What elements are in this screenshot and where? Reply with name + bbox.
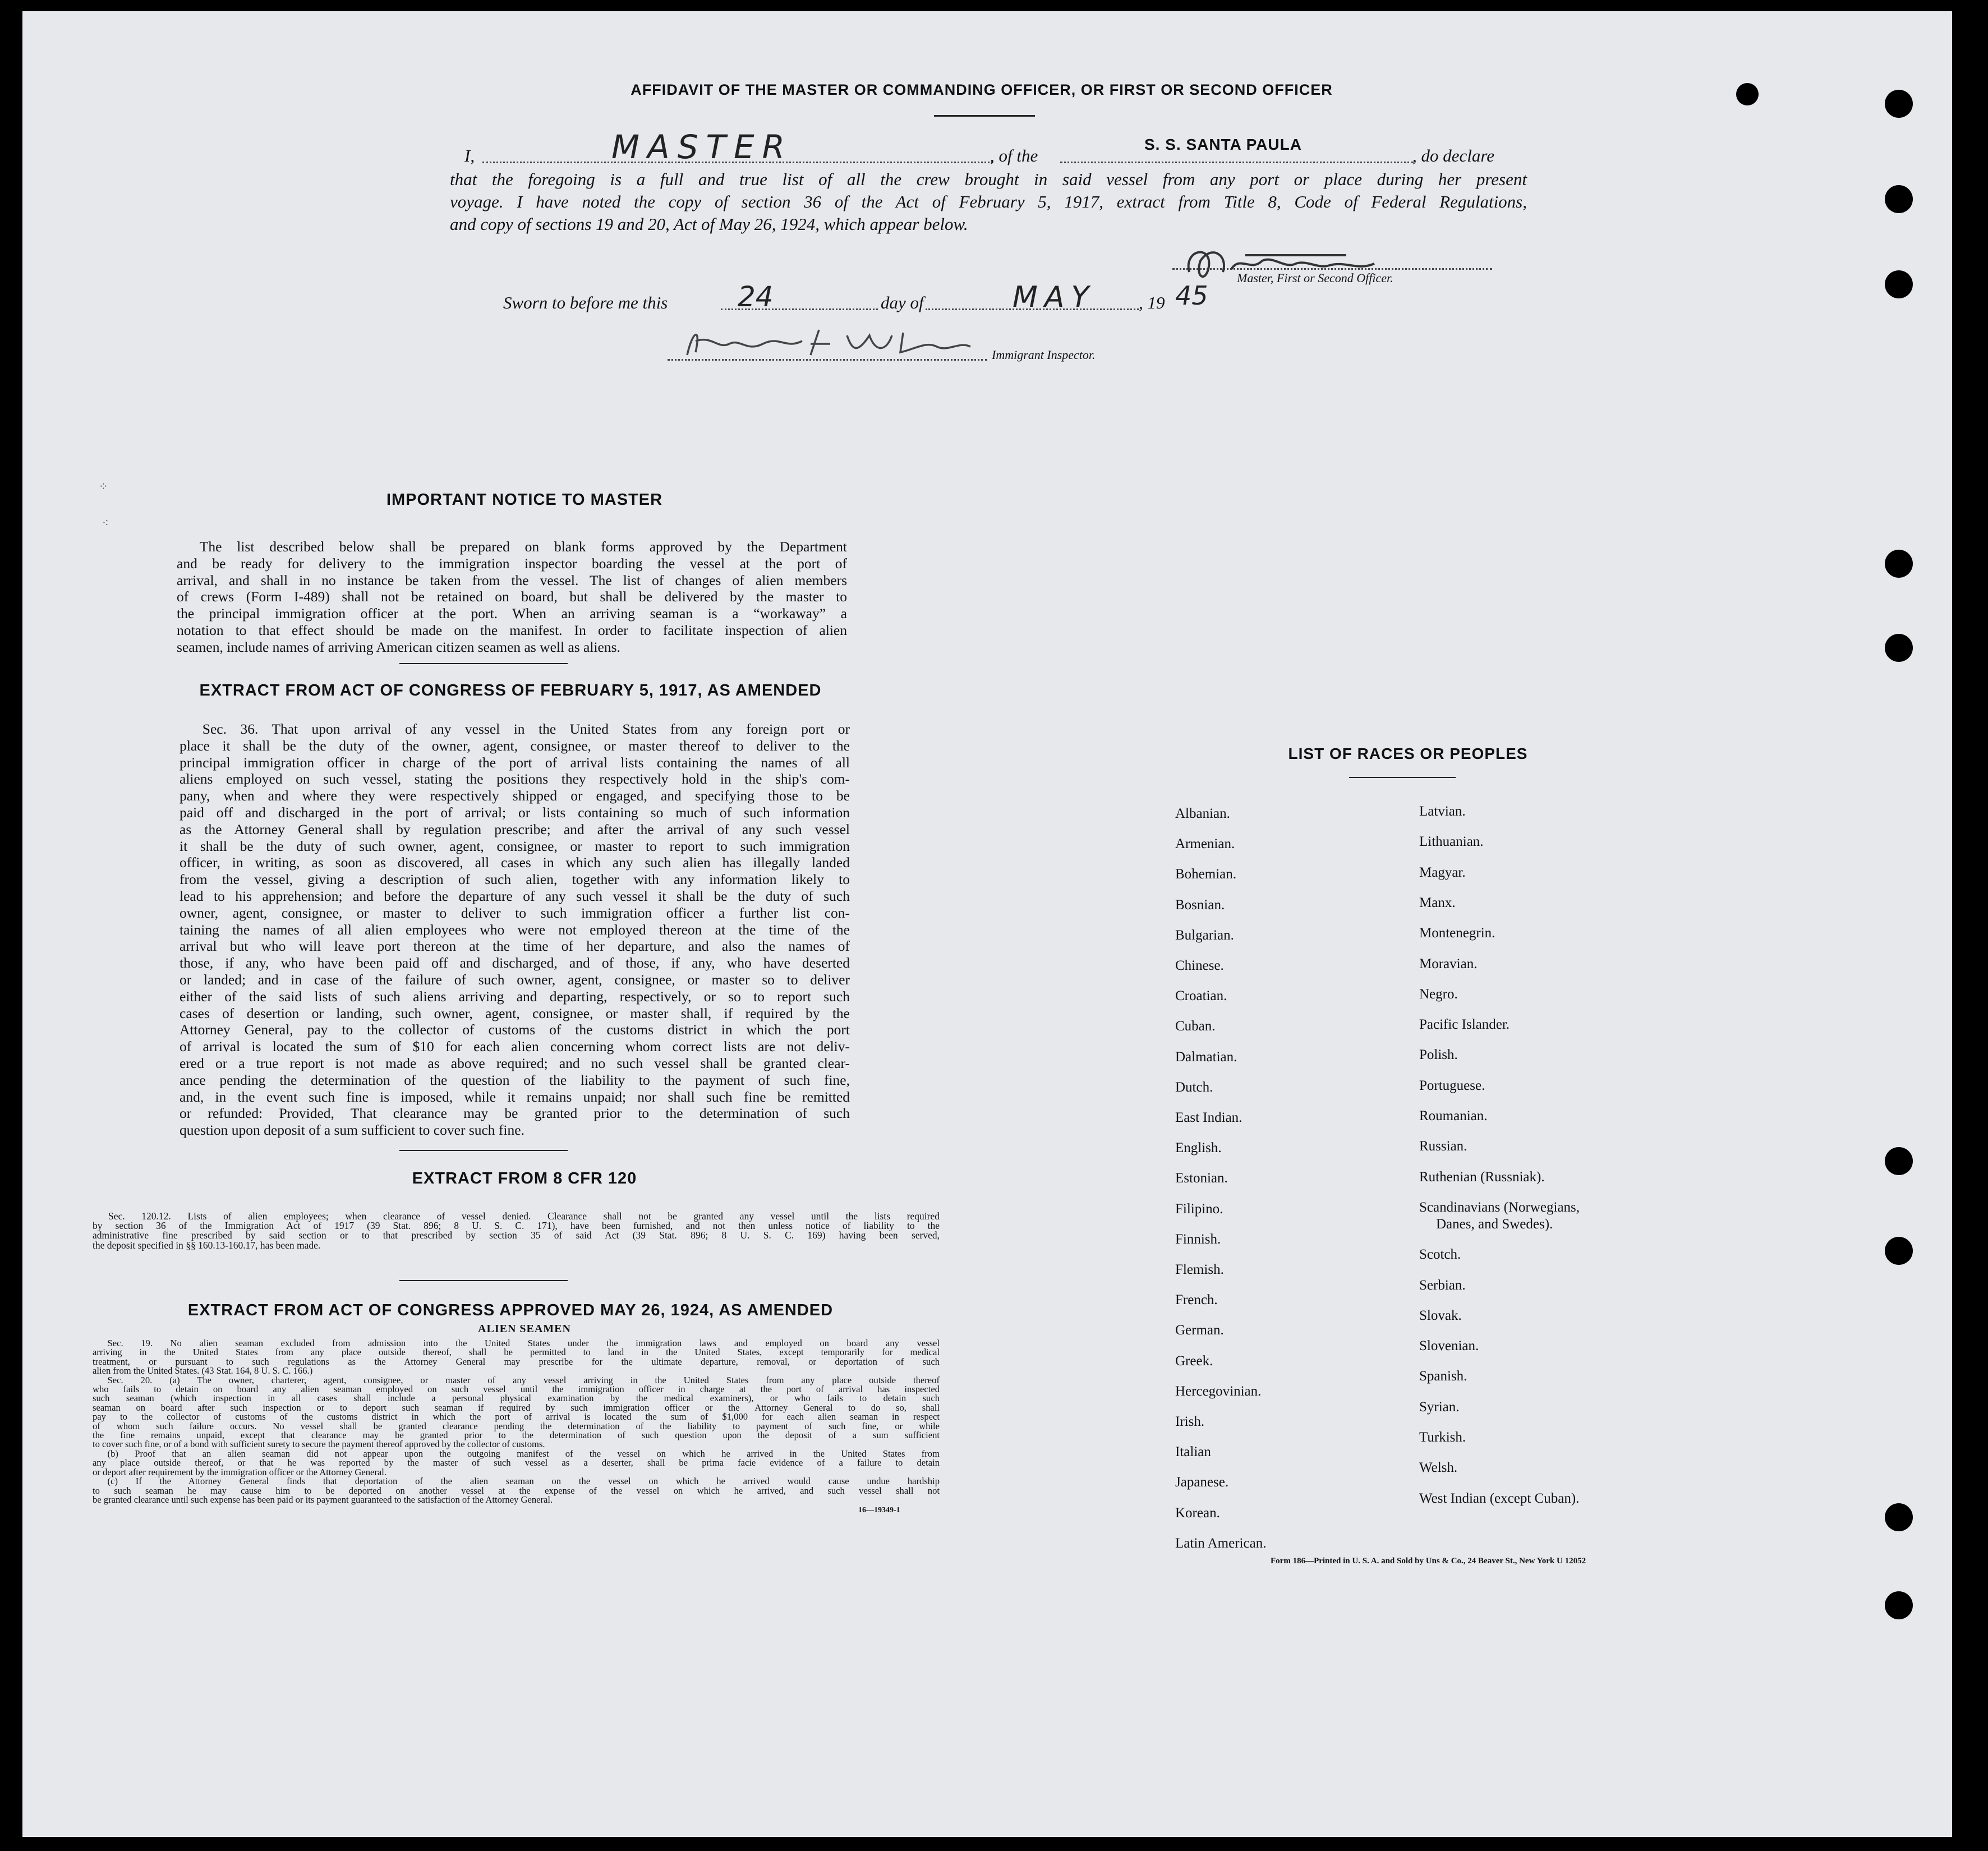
race-entry: Dalmatian.	[1175, 1049, 1237, 1065]
race-entry: Danes, and Swedes).	[1436, 1216, 1553, 1232]
cfr-text	[93, 1212, 940, 1250]
extract-1917-text	[180, 721, 850, 1139]
signature-role-label: Master, First or Second Officer.	[1237, 271, 1393, 285]
section-divider	[399, 1280, 568, 1281]
race-entry: Slovenian.	[1419, 1338, 1479, 1354]
text-line: Sec. 19. No alien seaman excluded from admission into the United States under the immigration laws and employed on board any vessel	[107, 1338, 940, 1348]
race-entry: Polish.	[1419, 1047, 1458, 1063]
race-entry: Cuban.	[1175, 1019, 1216, 1034]
race-entry: Finnish.	[1175, 1231, 1221, 1247]
of-the-text: , of the	[990, 146, 1038, 165]
punch-hole	[1885, 1503, 1913, 1531]
declaration-line-2: that the foregoing is a full and true list of all the crew brought in said vessel from any port or place during her present	[450, 169, 1527, 189]
race-entry: Roumanian.	[1419, 1108, 1488, 1124]
text-line: treatment, or pursuant to such regulations as the Attorney General may prescribe for the ultimate departure, removal, or deportation of such	[93, 1356, 940, 1367]
race-entry: Scotch.	[1419, 1247, 1461, 1263]
race-entry: Spanish.	[1419, 1369, 1467, 1384]
race-entry: Magyar.	[1419, 864, 1466, 880]
race-entry: Bulgarian.	[1175, 927, 1234, 943]
day-handwritten: 24	[738, 280, 774, 313]
text-line: to cover such fine, or of a bond with sufficient surety to secure the payment thereof approved by the collector of customs.	[93, 1439, 545, 1450]
scan-speck: ⁖	[102, 517, 109, 529]
sworn-prefix: Sworn to before me this	[503, 293, 668, 312]
race-entry: Italian	[1175, 1444, 1211, 1460]
text-line: administrative fine prescribed by said section or to that prescribed by section 35 of said Act (39 Stat. 896; 8 U. S. C. 169) having been served,	[93, 1230, 940, 1241]
race-entry: Negro.	[1419, 986, 1458, 1002]
punch-hole	[1885, 634, 1913, 662]
text-line: arrival but who will leave port thereon at the time of her departure, and also the names of	[180, 938, 850, 955]
text-line: owner, agent, consignee, or master to deliver to such immigration officer a further list con-	[180, 904, 850, 921]
races-divider	[1349, 777, 1456, 778]
race-entry: Russian.	[1419, 1139, 1467, 1154]
text-line: by section 36 of the Immigration Act of 1917 (39 Stat. 896; 8 U. S. C. 171), have been furnished, and not then unless notice of liability to the	[93, 1220, 940, 1232]
text-line: lead to his apprehension; and before the departure of any such vessel it shall be the duty of such	[180, 887, 850, 904]
extract-1917-heading: EXTRACT FROM ACT OF CONGRESS OF FEBRUARY 5, 1917, AS AMENDED	[199, 682, 822, 699]
race-entry: Chinese.	[1175, 958, 1224, 973]
text-line: alien from the United States. (43 Stat. 164, 8 U. S. C. 166.)	[93, 1365, 313, 1376]
text-line: principal immigration officer in charge of the port of arrival lists containing the names of all	[180, 754, 850, 771]
text-line: and be ready for delivery to the immigration inspector boarding the vessel at the port of	[177, 555, 847, 572]
month-handwritten: MAY	[1013, 280, 1096, 314]
document-page	[22, 11, 1952, 1837]
race-entry: Greek.	[1175, 1353, 1213, 1369]
text-line: paid off and discharged in the port of arrival; or lists containing so much of such information	[180, 804, 850, 821]
text-line: arriving in the United States from any place outside thereof, shall be permitted to land in the United States, except temporarily for medical	[93, 1347, 940, 1358]
race-entry: Bosnian.	[1175, 897, 1225, 913]
text-line: of crews (Form I-489) shall not be retained on board, but shall be delivered by the master to	[177, 588, 847, 605]
race-entry: Montenegrin.	[1419, 926, 1495, 941]
race-entry: Portuguese.	[1419, 1078, 1485, 1093]
vessel-name: S. S. SANTA PAULA	[1144, 136, 1302, 153]
punch-hole	[1885, 270, 1913, 298]
text-line: seaman on board after such inspection or to deport such seaman if required by such immigration officer or the Attorney General to do so, shall	[93, 1402, 940, 1413]
text-line: or landed; and in case of the failure of such owner, agent, consignee, or master so to deliver	[180, 971, 850, 988]
text-line: those, if any, who have been paid off and discharged, and of those, if any, who have deserted	[180, 955, 850, 971]
text-line: (c) If the Attorney General finds that deportation of the alien seaman on the vessel on which he arrived would cause undue hardship	[107, 1476, 940, 1487]
section-divider	[399, 663, 568, 664]
year-prefix: , 19	[1139, 293, 1165, 312]
notice-heading: IMPORTANT NOTICE TO MASTER	[386, 491, 663, 509]
race-entry: Ruthenian (Russniak).	[1419, 1169, 1545, 1185]
text-line: the deposit specified in §§ 160.13-160.17, has been made.	[93, 1239, 321, 1251]
text-line: ered or a true report is not made as above required; and no such vessel shall be granted clear-	[180, 1055, 850, 1071]
race-entry: Japanese.	[1175, 1475, 1229, 1490]
alien-seamen-subheading: ALIEN SEAMEN	[478, 1323, 571, 1335]
text-line: or deport after requirement by the immigration officer or the Attorney General.	[93, 1466, 387, 1477]
printer-footer: Form 186—Printed in U. S. A. and Sold by Uns & Co., 24 Beaver St., New York U 12052	[1271, 1557, 1586, 1565]
text-line: cases of desertion or landing, such owner, agent, consignee, or master shall, if required by the	[180, 1005, 850, 1021]
punch-hole	[1885, 1591, 1913, 1619]
race-entry: Armenian.	[1175, 836, 1235, 852]
text-line: such seaman (which inspection in all cases shall include a personal physical examination by the medical examiners), or who fails to detain such	[93, 1393, 940, 1404]
text-line: to such seaman he may cause him to be deported on another vessel at the expense of the vessel on which he arrived, and such vessel shall not	[93, 1485, 940, 1496]
text-line: any place outside thereof, or that he was reported by the master of such vessel as a deserter, shall be prima facie evidence of a failure to detain	[93, 1457, 940, 1468]
text-line: Sec. 36. That upon arrival of any vessel in the United States from any foreign port or	[202, 721, 850, 737]
scan-speck: ⁘	[99, 481, 108, 493]
race-entry: Welsh.	[1419, 1460, 1458, 1476]
text-line: and, in the event such fine is imposed, while it remains unpaid; nor shall such fine be remitted	[180, 1088, 850, 1105]
text-line: Sec. 20. (a) The owner, charterer, agent, consignee, or master of any vessel arriving in the United States from any place outside thereof	[107, 1374, 940, 1385]
race-entry: Korean.	[1175, 1505, 1220, 1521]
title-divider	[934, 115, 1035, 117]
cfr-heading: EXTRACT FROM 8 CFR 120	[412, 1169, 637, 1187]
vessel-fill-line	[1060, 162, 1414, 163]
race-entry: Croatian.	[1175, 988, 1227, 1004]
form-number: 16—19349-1	[858, 1506, 900, 1514]
race-entry: Turkish.	[1419, 1430, 1466, 1445]
race-entry: Scandinavians (Norwegians,	[1419, 1199, 1580, 1215]
text-line: from the vessel, giving a description of such alien, together with any information likely to	[180, 871, 850, 888]
race-entry: Pacific Islander.	[1419, 1017, 1510, 1033]
section-divider	[399, 1150, 568, 1151]
race-entry: Serbian.	[1419, 1277, 1466, 1293]
punch-hole	[1736, 83, 1759, 105]
extract-1924-heading: EXTRACT FROM ACT OF CONGRESS APPROVED MAY 26, 1924, AS AMENDED	[187, 1301, 834, 1319]
race-entry: German.	[1175, 1323, 1224, 1338]
text-line: pany, when and where they were respectively shipped or engaged, and specifying those to be	[180, 788, 850, 804]
name-handwritten: MASTER	[611, 128, 793, 166]
race-entry: Syrian.	[1419, 1399, 1460, 1415]
text-line: either of the said lists of such aliens arriving and departing, respectively, or so to report such	[180, 988, 850, 1005]
punch-hole	[1885, 1147, 1913, 1175]
race-entry: Filipino.	[1175, 1201, 1223, 1217]
punch-hole	[1885, 185, 1913, 213]
text-line: of whom such failure occurs. No vessel shall be granted clearance pending the determination of the liability to payment of such fine, or while	[93, 1420, 940, 1431]
race-entry: Latin American.	[1175, 1535, 1267, 1551]
race-entry: Latvian.	[1419, 804, 1466, 819]
text-line: Sec. 120.12. Lists of alien employees; when clearance of vessel denied. Clearance shall not be granted any vessel until the lists required	[108, 1210, 940, 1222]
notice-text	[177, 538, 847, 656]
punch-hole	[1885, 1237, 1913, 1265]
race-entry: Dutch.	[1175, 1079, 1213, 1095]
race-entry: Bohemian.	[1175, 867, 1237, 882]
year-handwritten: 45	[1175, 280, 1208, 311]
race-entry: French.	[1175, 1292, 1218, 1308]
text-line: ance pending the determination of the question of the liability to the payment of such fine,	[180, 1071, 850, 1088]
affidavit-title: AFFIDAVIT OF THE MASTER OR COMMANDING OFFICER, OR FIRST OR SECOND OFFICER	[631, 81, 1333, 98]
inspector-signature	[679, 319, 982, 363]
do-declare-text: , do declare	[1412, 146, 1495, 165]
punch-hole	[1885, 550, 1913, 578]
race-entry: Moravian.	[1419, 956, 1478, 971]
text-line: of arrival is located the sum of $10 for each alien concerning whom correct lists are not deliv-	[180, 1038, 850, 1055]
race-entry: Hercegovinian.	[1175, 1383, 1262, 1399]
race-entry: English.	[1175, 1140, 1222, 1156]
text-line: it shall be the duty of such owner, agent, consignee, or master to report to such immigration	[180, 837, 850, 854]
text-line: the principal immigration officer at the port. When an arriving seaman is a “workaway” a	[177, 605, 847, 622]
inspector-label: Immigrant Inspector.	[992, 348, 1096, 362]
text-line: seamen, include names of arriving American citizen seamen as well as aliens.	[177, 638, 620, 655]
text-line: notation to that effect should be made on the manifest. In order to facilitate inspection of alien	[177, 621, 847, 638]
text-line: aliens employed on such vessel, stating the positions they respectively hold in the ship's com-	[180, 771, 850, 788]
text-line: who fails to detain on board any alien seaman employed on such vessel until the immigration officer in charge at the port of arrival has inspected	[93, 1384, 940, 1395]
race-entry: West Indian (except Cuban).	[1419, 1490, 1580, 1506]
text-line: officer, in writing, as soon as discovered, all cases in which any such alien has illegally landed	[180, 854, 850, 871]
race-entry: Irish.	[1175, 1414, 1205, 1429]
declaration-line-4: and copy of sections 19 and 20, Act of May 26, 1924, which appear below.	[450, 214, 968, 234]
race-entry: Albanian.	[1175, 806, 1230, 821]
text-line: be granted clearance until such expense has been paid or its payment guaranteed to the satisfaction of the Attorney General.	[93, 1494, 553, 1505]
race-entry: Estonian.	[1175, 1171, 1228, 1186]
race-entry: Manx.	[1419, 895, 1456, 910]
race-entry: Lithuanian.	[1419, 834, 1484, 850]
race-entry: Flemish.	[1175, 1262, 1224, 1277]
text-line: The list described below shall be prepared on blank forms approved by the Department	[199, 538, 847, 555]
extract-1924-text	[93, 1339, 940, 1504]
declaration-prefix: I,	[464, 146, 475, 165]
text-line: question upon deposit of a sum sufficient to cover such fine.	[180, 1122, 524, 1139]
text-line: (b) Proof that an alien seaman did not appear upon the outgoing manifest of the vessel on which he arrived in the United States from	[107, 1448, 940, 1459]
text-line: the fine remains unpaid, except that clearance may be granted prior to the determination of such question upon the deposit of a sum sufficient	[93, 1430, 940, 1441]
text-line: place it shall be the duty of the owner, agent, consignee, or master thereof to deliver to the	[180, 737, 850, 754]
text-line: taining the names of all alien employees who were not employed thereon at the time of the	[180, 921, 850, 938]
declaration-line-3: voyage. I have noted the copy of section 36 of the Act of February 5, 1917, extract from Title 8, Code of Federal Regulations,	[450, 192, 1527, 211]
text-line: or refunded: Provided, That clearance may be granted prior to the determination of such	[180, 1105, 850, 1122]
text-line: Attorney General, pay to the collector of customs of the customs district in which the port	[180, 1021, 850, 1038]
punch-hole	[1885, 90, 1913, 118]
day-of-text: day of	[881, 293, 924, 312]
text-line: arrival, and shall in no instance be taken from the vessel. The list of changes of alien members	[177, 572, 847, 588]
race-entry: Slovak.	[1419, 1307, 1462, 1323]
races-heading: LIST OF RACES OR PEOPLES	[1288, 745, 1528, 762]
text-line: pay to the collector of customs of the customs district in which the port of arrival is located the sum of $1,000 for each alien seaman in respect	[93, 1411, 940, 1422]
race-entry: East Indian.	[1175, 1110, 1242, 1125]
text-line: as the Attorney General shall by regulation prescribe; and after the arrival of any such vessel	[180, 821, 850, 837]
